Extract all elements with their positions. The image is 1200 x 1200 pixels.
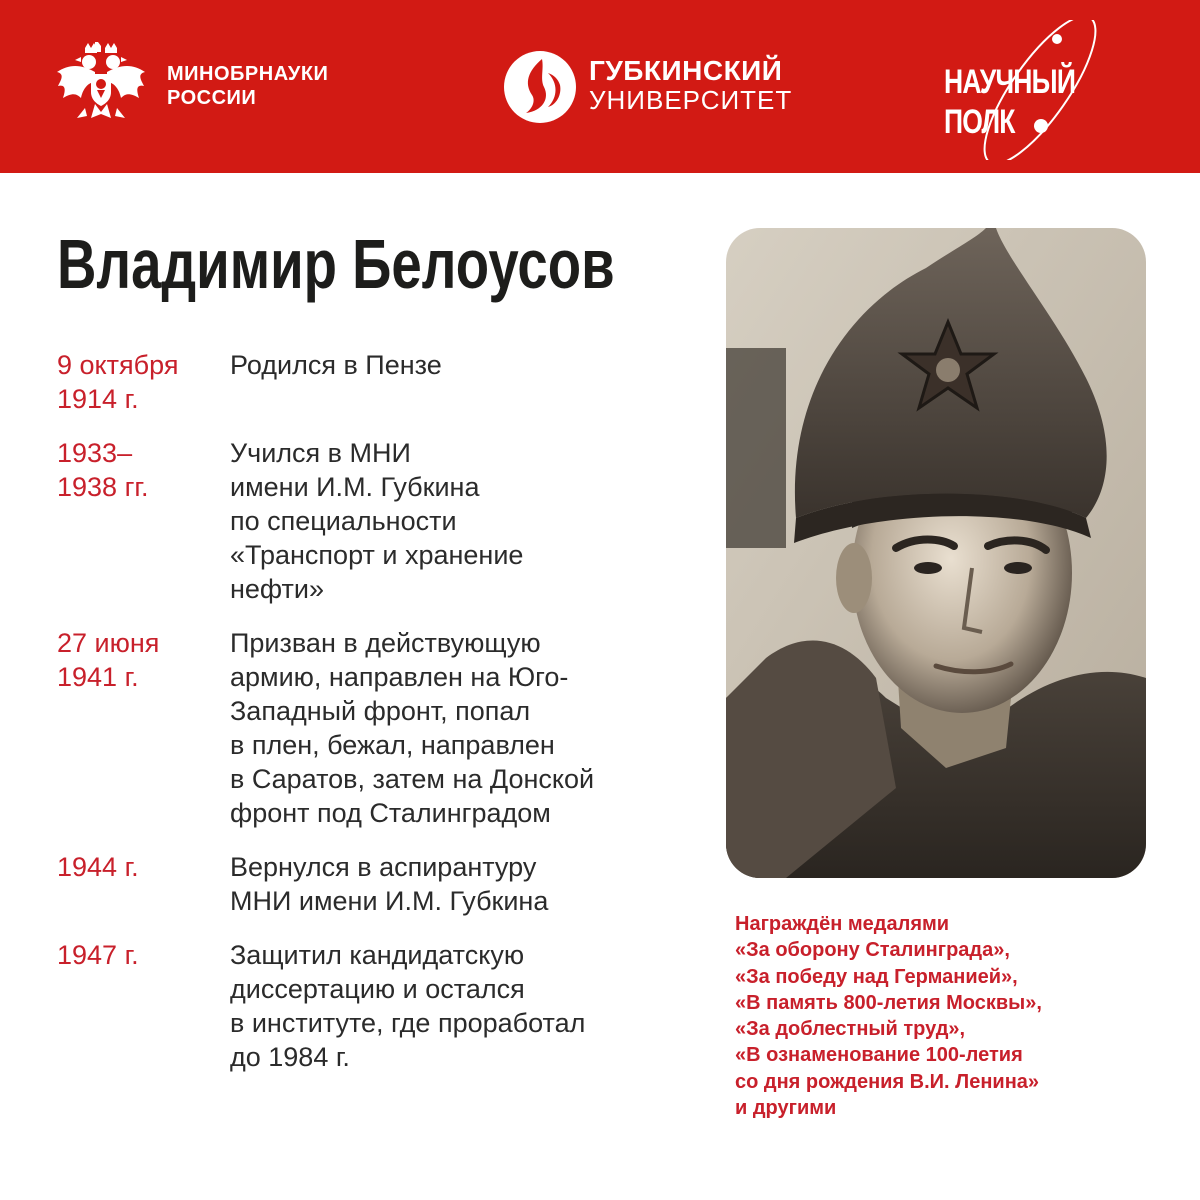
university-name-line-1: ГУБКИНСКИЙ [589,55,783,86]
text-line: в институте, где проработал [230,1008,586,1038]
entry-date [57,850,222,884]
awards-line: и другими [735,1097,837,1120]
timeline-entry [57,436,677,606]
text-line: имени И.М. Губкина [230,472,480,502]
entry-date [57,436,222,504]
timeline-entry [57,850,677,918]
university-name [589,56,792,114]
flame-circle-icon [502,49,578,125]
person-name: Владимир Белоусов [57,225,615,303]
portrait-photo [726,228,1146,878]
entry-date [57,348,222,416]
awards-line: со дня рождения В.И. Ленина» [735,1070,1040,1093]
date-line: 1914 г. [57,384,139,414]
entry-date [57,938,222,972]
date-line: 1944 г. [57,852,139,882]
text-line: в плен, бежал, направлен [230,730,555,760]
ministry-name [167,62,328,110]
awards-line: «В память 800-летия Москвы», [735,991,1042,1014]
date-line: 27 июня [57,628,160,658]
text-line: МНИ имени И.М. Губкина [230,886,549,916]
text-line: Призван в действующую [230,628,541,658]
entry-text [230,850,677,918]
double-headed-eagle-icon [55,42,147,128]
text-line: фронт под Сталинградом [230,798,551,828]
entry-text [230,348,677,416]
timeline-entry [57,626,677,830]
biography-timeline [57,348,677,1094]
text-line: нефти» [230,574,325,604]
awards-line: Награждён медалями [735,913,950,935]
text-line: Западный фронт, попал [230,696,531,726]
date-line: 1941 г. [57,662,139,692]
date-line: 1947 г. [57,940,139,970]
awards-line: «За оборону Сталинграда», [735,939,1010,962]
ministry-line-2: РОССИИ [167,87,257,109]
awards-line: «За доблестный труд», [735,1018,966,1041]
date-line: 1938 гг. [57,472,149,502]
header-banner [0,0,1200,173]
text-line: до 1984 г. [230,1042,350,1072]
ministry-line-1: МИНОБРНАУКИ [167,63,329,85]
date-line: 1933– [57,438,133,468]
text-line: Защитил кандидатскую [230,940,525,970]
text-line: Учился в МНИ [230,438,411,468]
entry-date [57,626,222,694]
text-line: Вернулся в аспирантуру [230,852,537,882]
text-line: в Саратов, затем на Донской [230,764,595,794]
awards-line: «За победу над Германией», [735,965,1018,988]
text-line: армию, направлен на Юго- [230,662,569,692]
timeline-entry [57,938,677,1074]
project-title: НАУЧНЫЙ ПОЛК [944,63,1076,141]
awards-line: «В ознаменование 100-летия [735,1044,1023,1067]
entry-text [230,436,677,606]
awards-text [735,911,1155,1121]
text-line: по специальности [230,506,457,536]
timeline-entry [57,348,677,416]
text-line: диссертацию и остался [230,974,525,1004]
text-line: «Транспорт и хранение [230,540,524,570]
text-line: Родился в Пензе [230,350,442,380]
university-name-line-2: УНИВЕРСИТЕТ [589,85,793,115]
entry-text [230,938,677,1074]
date-line: 9 октября [57,350,179,380]
entry-text [230,626,677,830]
spacer-line [230,382,677,416]
